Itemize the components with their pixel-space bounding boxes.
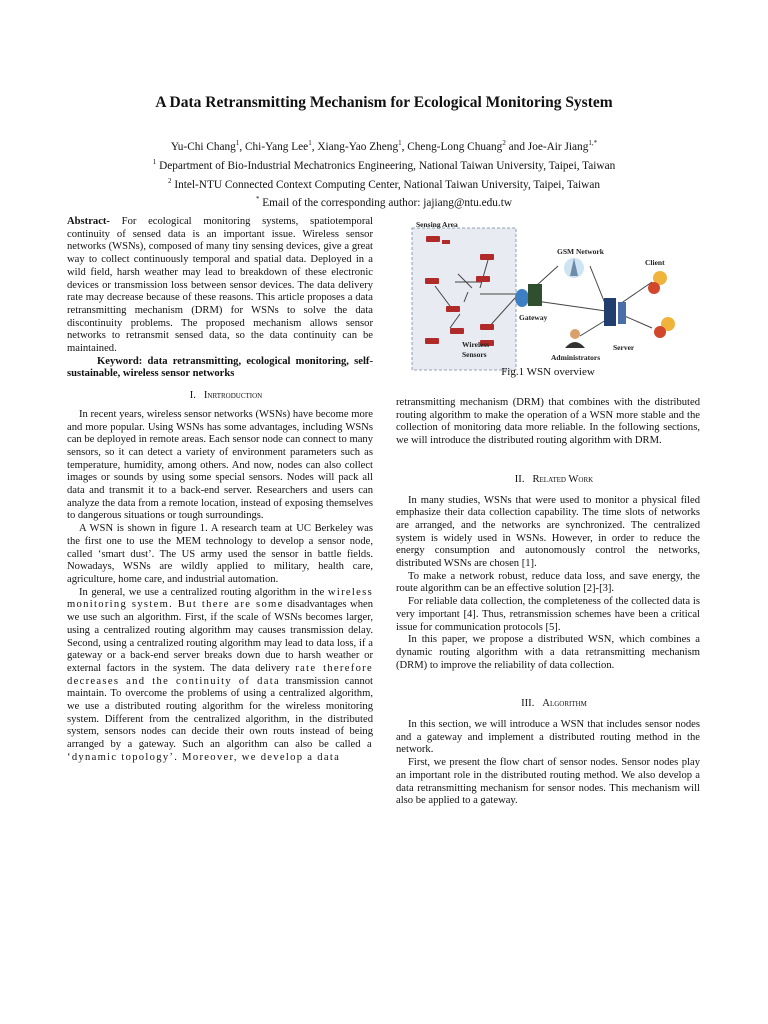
section-number: II. [514,473,525,485]
server-label: Server [613,343,635,352]
paragraph: In this paper, we propose a distributed WSN, which combines a dynamic routing algorithm with a data retransmitting mechanism (DRM) to improve the reliability of data collection. [396,634,700,671]
author-sup: 1 [308,139,312,147]
paragraph: First, we present the flow chart of sensor nodes. Sensor nodes play an important role in the distributed routing method. We also develop a data retransmitting mechanism for sensor nodes. This mechanism will also be applied to a gateway. [396,757,700,807]
text-run: a ‘dynamic topology’. Moreover, we develop a data [67,739,373,763]
paragraph: In recent years, wireless sensor networks (WSNs) have become more and more popular. Using WSNs has some advantages, including WSNs can be deployed in remote areas. Each sensor node can connect to many sensors, so it can detect a variety of environment parameters such as temperature, humidity, among others. And now, nodes can also collect images or sounds by using some special sensors. Nodes will pack all data and transmit it to a back-end server. Researchers and users can analyze the data from a remote location, instead of exposing themselves to dangerous situations or tough surroundings. [67,408,373,522]
administrators-label: Administrators [551,353,601,362]
text-run: In general, we use a centralized routing algorithm in the [79,586,325,598]
affiliation-text: Department of Bio-Industrial Mechatronics Engineering, National Taiwan University, Taipei, Taiwan [159,159,616,172]
sensing-area-label: Sensing Area [416,220,458,229]
sensors-label: Sensors [462,350,487,359]
abstract-label: Abstract- [67,216,110,227]
paragraph: In this section, we will introduce a WSN that includes sensor nodes and a gateway and implement a distributed routing method in the network. [396,719,700,756]
administrator-icon [565,329,585,348]
abstract [67,216,373,356]
paper-title: A Data Retransmitting Mechanism for Ecological Monitoring System [155,94,613,111]
text-run: transmission cannot maintain. To overcome the problems of using a centralized algorithm, we use a distributed routing algorithm for the wireless monitoring system. Different from the centralized algorithm, in the distributed system, sensors nodes can decide their own routs instead of being arranged by a gateway. Such an algorithm can also be called [67,675,373,751]
section-title: Related Work [532,473,594,485]
email-text: Email of the corresponding author: jajiang@ntu.edu.tw [262,197,513,210]
aff-sup: 2 [168,176,172,185]
email-sup: * [255,195,260,204]
paragraph: To make a network robust, reduce data loss, and save energy, the route algorithm can be an effective solution [2]-[3]. [396,570,700,595]
section-heading [67,390,373,403]
text-run: disadvantages when we use such an algorithm. First, if the scale of WSNs becomes larger, using a centralized routing algorithm may causes transmission delay. Second, using a centralized routing algorithm may lead to data loss, if a gateway or a back-end server breaks down due to harsh weather or external factors in the system. The data delivery [67,599,373,674]
paragraph [67,587,373,765]
author-list: Yu-Chi Chang$^1$, Chi-Yang Lee$^1$, Xiang-Yao Zheng$^1$, Cheng-Long Chuang$^2$ and Joe-Air Jiang$^{1,*}$ [170,139,598,153]
aff-sup: 1 [152,157,157,166]
left-column [67,216,373,765]
author-sup: 1 [398,139,402,147]
author-name: Yu-Chi Chang [170,140,236,153]
affiliation-2 [0,174,768,193]
author-name: Cheng-Long Chuang [407,140,503,153]
section-heading [396,474,700,487]
server-icon [604,298,626,326]
gateway-label: Gateway [519,313,548,322]
client-icon [648,271,675,338]
author-sup: 1,* [588,139,598,147]
section-heading [396,698,700,711]
gsm-network-label: GSM Network [557,247,604,256]
gateway-icon [515,284,542,307]
corresponding-email [0,192,768,211]
text-run: rate therefore decreases and the continuity of data [67,662,373,687]
keywords: Keyword: data retransmitting, ecological monitoring, self-sustainable, wireless sensor networks [67,355,373,380]
affiliation-text: Intel-NTU Connected Context Computing Center, National Taiwan University, Taipei, Taiwan [174,178,600,191]
section-number: III. [521,698,535,710]
author-name: Joe-Air Jiang [527,140,589,153]
author-name: Chi-Yang Lee [245,140,309,153]
affiliation-1 [0,155,768,174]
abstract-text: For ecological monitoring systems, spatiotemporal continuity of sensed data is an important issue. Wireless sensor networks (WSNs), composed of many tiny sensing devices, give a great way to collect continuously temporal and spatial data. Deployed in a wild field, harsh weather may lead to breakdown of these electronic devices or transmission loss between sensor devices. The data delivery rate may decrease because of these reasons. This article proposes a data retransmitting mechanism (DRM) for WSNs to solve the data discontinuity problems. The proposed mechanism allows sensor networks to retransmit sensed data, so the data continuity can be maintained. [67,216,373,355]
section-title: Algorithm [542,698,587,710]
paragraph: In many studies, WSNs that were used to monitor a physical filed emphasize their data collection capability. The time slots of networks are arranged, and the networks are synchronized. The centralized system is widely used in WSNs. However, in order to reduce the energy consumption and autonomously control the networks, distributed WSNs are chosen [1]. [396,494,700,570]
text-run: wireless monitoring system. But there are some [67,586,373,611]
author-block [0,136,768,211]
wireless-label: Wireless [462,340,490,349]
author-sup: 1 [235,139,240,147]
wsn-overview-figure [410,216,705,382]
section-number: I. [189,390,196,402]
client-label: Client [645,258,665,267]
author-sup: 2 [502,139,506,147]
right-column [396,397,700,808]
paragraph: A WSN is shown in figure 1. A research team at UC Berkeley was the first one to use the MEM technology to develop a sensor node, called ‘smart dust’. The US army used the sensor in battle fields. Nowadays, WSNs are wildly applied to military, health care, agriculture, home care, and industrial automation. [67,523,373,585]
author-name: Xiang-Yao Zheng [317,140,399,153]
gsm-tower-icon [564,258,584,278]
section-title: Inrtroduction [203,390,263,402]
figure-caption: Fig.1 WSN overview [501,366,595,378]
paragraph: For reliable data collection, the completeness of the collected data is very important [4]. Thus, retransmission schemes have been a critical issue for communication protocols [5]. [396,596,700,633]
paragraph: retransmitting mechanism (DRM) that combines with the distributed routing algorithm to make the operation of a WSN more stable and the collection of monitoring data more reliable. In the following sections, we will introduce the distributed routing algorithm with DRM. [396,397,700,447]
